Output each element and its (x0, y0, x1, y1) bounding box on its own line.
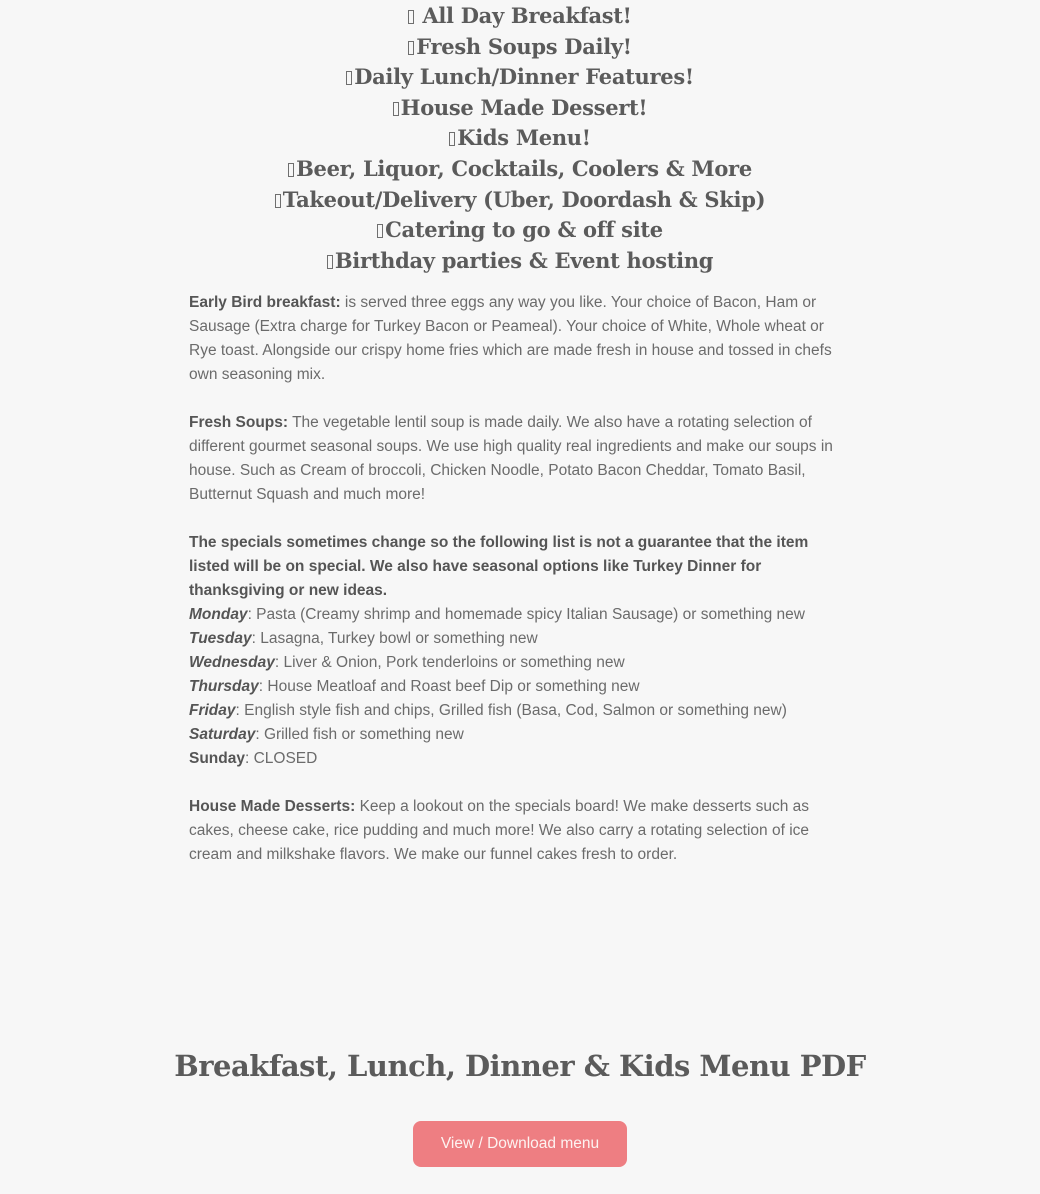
special-wednesday (189, 651, 851, 675)
day-special-text: : Grilled fish or something new (255, 726, 464, 744)
feature-item-catering (0, 215, 1040, 246)
missing-emoji-icon (393, 102, 399, 116)
day-special-text: : Lasagna, Turkey bowl or something new (251, 630, 538, 648)
feature-item-birthday-events (0, 246, 1040, 277)
day-label: Thursday (189, 678, 259, 696)
feature-item-all-day-breakfast (0, 1, 1040, 32)
feature-item-fresh-soups (0, 32, 1040, 63)
feature-label: House Made Dessert! (400, 94, 648, 120)
feature-label: Catering to go & off site (385, 217, 663, 243)
feature-headings-list (0, 0, 1040, 276)
feature-item-beer-liquor (0, 154, 1040, 185)
special-thursday (189, 675, 851, 699)
early-bird-label: Early Bird breakfast: (189, 294, 341, 312)
day-label: Monday (189, 606, 248, 624)
feature-item-house-dessert (0, 93, 1040, 124)
feature-label: Birthday parties & Event hosting (334, 247, 714, 273)
day-label: Friday (189, 702, 236, 720)
desserts-label: House Made Desserts: (189, 798, 356, 816)
special-tuesday (189, 627, 851, 651)
missing-emoji-icon (408, 41, 414, 55)
special-saturday (189, 723, 851, 747)
day-label: Wednesday (189, 654, 275, 672)
missing-emoji-icon (275, 194, 281, 208)
fresh-soups-paragraph (189, 411, 851, 507)
feature-label: Fresh Soups Daily! (416, 33, 632, 59)
feature-label: Beer, Liquor, Cocktails, Coolers & More (296, 155, 752, 181)
day-special-text: : Liver & Onion, Pork tenderloins or something new (274, 654, 625, 672)
day-label: Tuesday (189, 630, 252, 648)
day-special-text: : Pasta (Creamy shrimp and homemade spicy Italian Sausage) or something new (247, 606, 805, 624)
pdf-menu-title: Breakfast, Lunch, Dinner & Kids Menu PDF (174, 1049, 866, 1084)
feature-label: Daily Lunch/Dinner Features! (354, 64, 694, 90)
specials-intro: The specials sometimes change so the following list is not a guarantee that the item listed will be on special. We also have seasonal options like Turkey Dinner for thanksgiving or new ideas. (189, 534, 809, 600)
feature-item-daily-features (0, 62, 1040, 93)
special-sunday (189, 747, 851, 771)
feature-item-takeout-delivery (0, 185, 1040, 216)
missing-emoji-icon (377, 224, 383, 238)
day-label: Saturday (189, 726, 256, 744)
day-label: Sunday (189, 750, 245, 768)
button-row (0, 1121, 1040, 1167)
early-bird-paragraph (189, 291, 851, 387)
feature-label: Kids Menu! (457, 125, 591, 151)
early-bird-text: is served three eggs any way you like. Your choice of Bacon, Ham or Sausage (Extra charge for Turkey Bacon or Peameal). Your choice of White, Whole wheat or Rye toast. Alongside our crispy home fries which are made fresh in house and tossed in chefs own seasoning mix. (189, 294, 832, 384)
desserts-text: Keep a lookout on the specials board! We make desserts such as cakes, cheese cake, rice pudding and much more! We also carry a rotating selection of ice cream and milkshake flavors. We make our funnel cakes fresh to order. (189, 798, 810, 864)
day-special-text: : CLOSED (244, 750, 318, 768)
feature-label: All Day Breakfast! (422, 3, 632, 28)
feature-item-kids-menu (0, 123, 1040, 154)
feature-label: Takeout/Delivery (Uber, Doordash & Skip) (282, 186, 766, 212)
missing-emoji-icon (449, 132, 455, 146)
missing-emoji-icon (327, 255, 333, 269)
fresh-soups-label: Fresh Soups: (189, 414, 289, 432)
day-special-text: : House Meatloaf and Roast beef Dip or something new (258, 678, 640, 696)
desserts-paragraph (189, 795, 851, 867)
missing-emoji-icon (408, 10, 414, 24)
special-friday (189, 699, 851, 723)
menu-description-content (189, 291, 851, 867)
fresh-soups-text: The vegetable lentil soup is made daily. We also have a rotating selection of different gourmet seasonal soups. We use high quality real ingredients and make our soups in house. Such as Cream of broccoli, Chicken Noodle, Potato Bacon Cheddar, Tomato Basil, Butternut Squash and much more! (189, 414, 833, 504)
missing-emoji-icon (346, 71, 352, 85)
day-special-text: : English style fish and chips, Grilled fish (Basa, Cod, Salmon or something new) (235, 702, 787, 720)
missing-emoji-icon (288, 163, 294, 177)
special-monday (189, 603, 851, 627)
specials-paragraph (189, 531, 851, 771)
view-download-menu-button[interactable]: View / Download menu (413, 1121, 627, 1167)
